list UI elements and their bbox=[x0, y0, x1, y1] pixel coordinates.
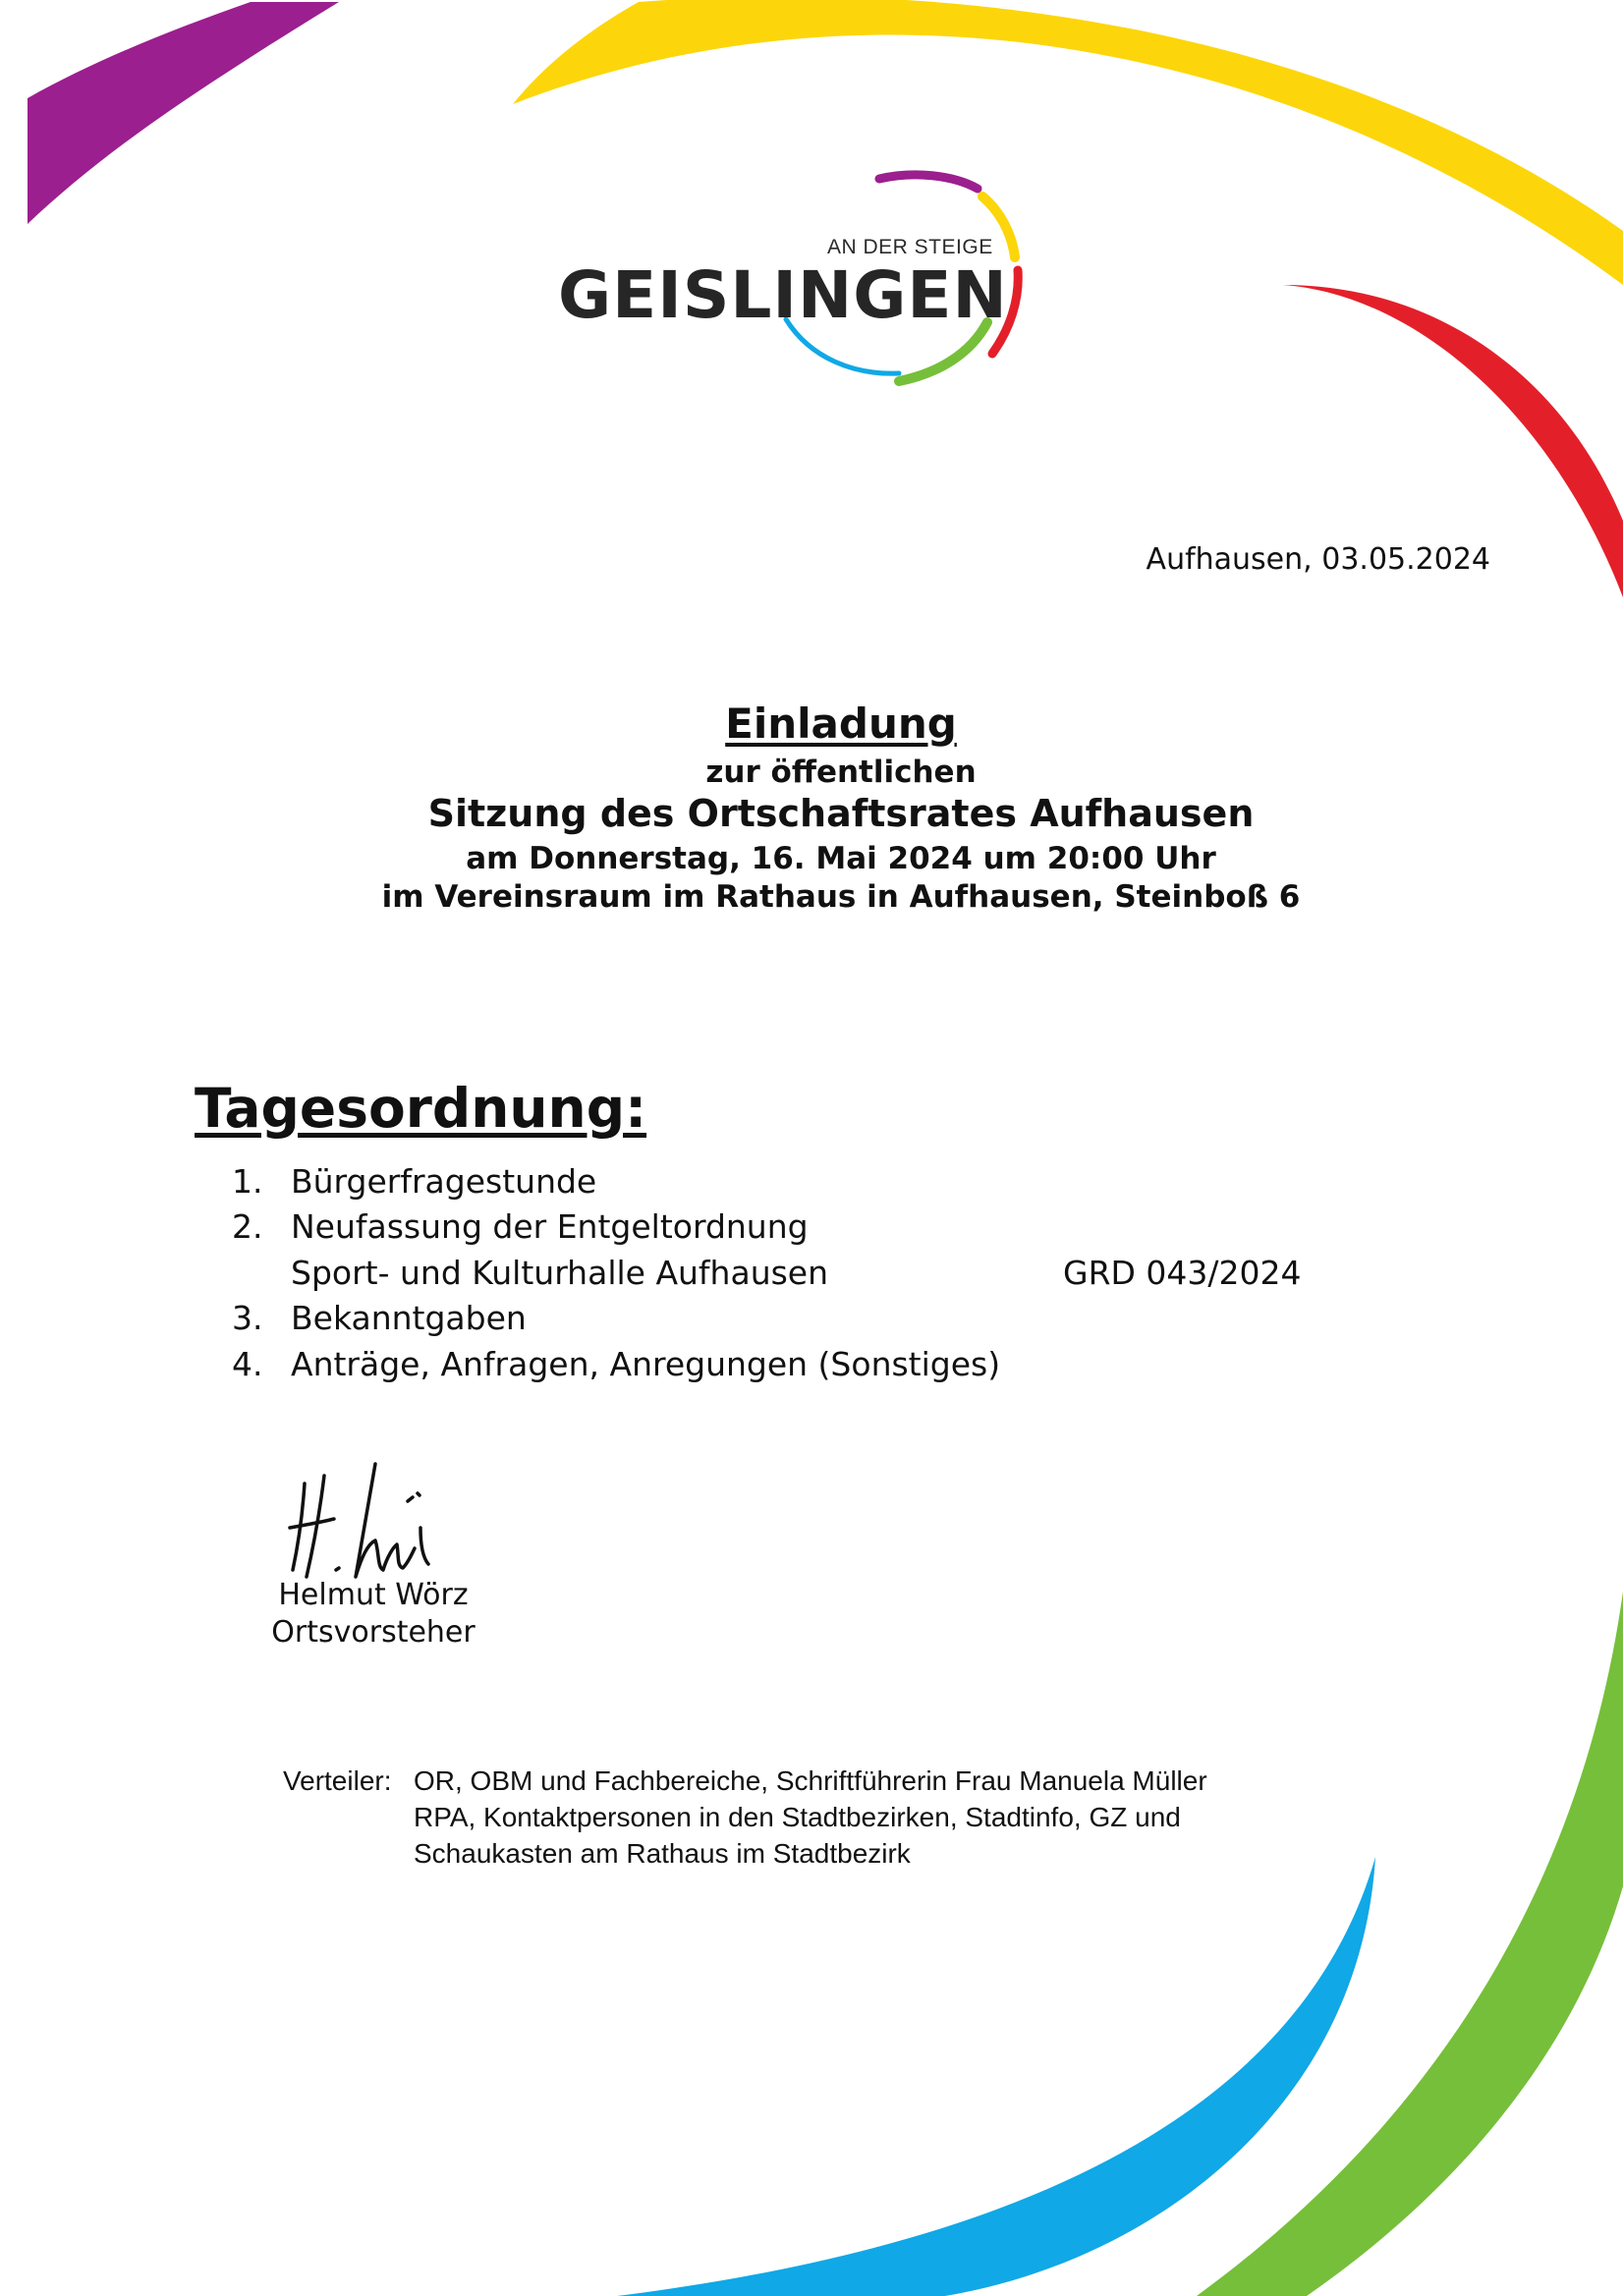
meeting-name: Sitzung des Ortschaftsrates Aufhausen bbox=[427, 792, 1255, 835]
agenda-item-text: Bürgerfragestunde bbox=[291, 1162, 597, 1201]
agenda-item-number: 3. bbox=[232, 1299, 263, 1337]
geislingen-logo bbox=[550, 167, 1061, 393]
signer-name: Helmut Wörz bbox=[278, 1578, 469, 1612]
place-date: Aufhausen, 03.05.2024 bbox=[1146, 542, 1490, 577]
purple-swoosh bbox=[28, 2, 339, 224]
distribution-line: Schaukasten am Rathaus im Stadtbezirk bbox=[414, 1838, 911, 1869]
agenda-title: Tagesordnung: bbox=[195, 1077, 647, 1140]
blue-swoosh bbox=[617, 1857, 1375, 2296]
letter-title: Einladung bbox=[725, 700, 957, 748]
agenda-item-number: 2. bbox=[232, 1207, 263, 1246]
logo-subtitle: AN DER STEIGE bbox=[827, 236, 993, 258]
meeting-date-time: am Donnerstag, 16. Mai 2024 um 20:00 Uhr bbox=[466, 841, 1216, 876]
distribution-line: OR, OBM und Fachbereiche, Schriftführerin Frau Manuela Müller bbox=[414, 1765, 1207, 1796]
green-swoosh bbox=[1197, 1592, 1623, 2296]
agenda-item-text: Anträge, Anfragen, Anregungen (Sonstiges) bbox=[291, 1345, 1001, 1383]
handwritten-signature bbox=[285, 1454, 442, 1587]
logo-title: GEISLINGEN bbox=[558, 257, 1008, 333]
agenda-item-text: Neufassung der Entgeltordnung bbox=[291, 1207, 809, 1246]
logo-ring-purple bbox=[879, 175, 978, 189]
letter-subtitle: zur öffentlichen bbox=[705, 755, 977, 790]
meeting-location: im Vereinsraum im Rathaus in Aufhausen, Steinboß 6 bbox=[381, 879, 1301, 915]
agenda-item-number: 1. bbox=[232, 1162, 263, 1201]
signer-role: Ortsvorsteher bbox=[271, 1615, 476, 1650]
distribution-line: RPA, Kontaktpersonen in den Stadtbezirken, Stadtinfo, GZ und bbox=[414, 1802, 1181, 1832]
distribution-label: Verteiler: bbox=[283, 1765, 392, 1796]
agenda-item-number: 4. bbox=[232, 1345, 263, 1383]
agenda-item-reference: GRD 043/2024 bbox=[1063, 1254, 1302, 1292]
agenda-item-text-continued: Sport- und Kulturhalle Aufhausen bbox=[291, 1254, 829, 1292]
agenda-item-text: Bekanntgaben bbox=[291, 1299, 527, 1337]
